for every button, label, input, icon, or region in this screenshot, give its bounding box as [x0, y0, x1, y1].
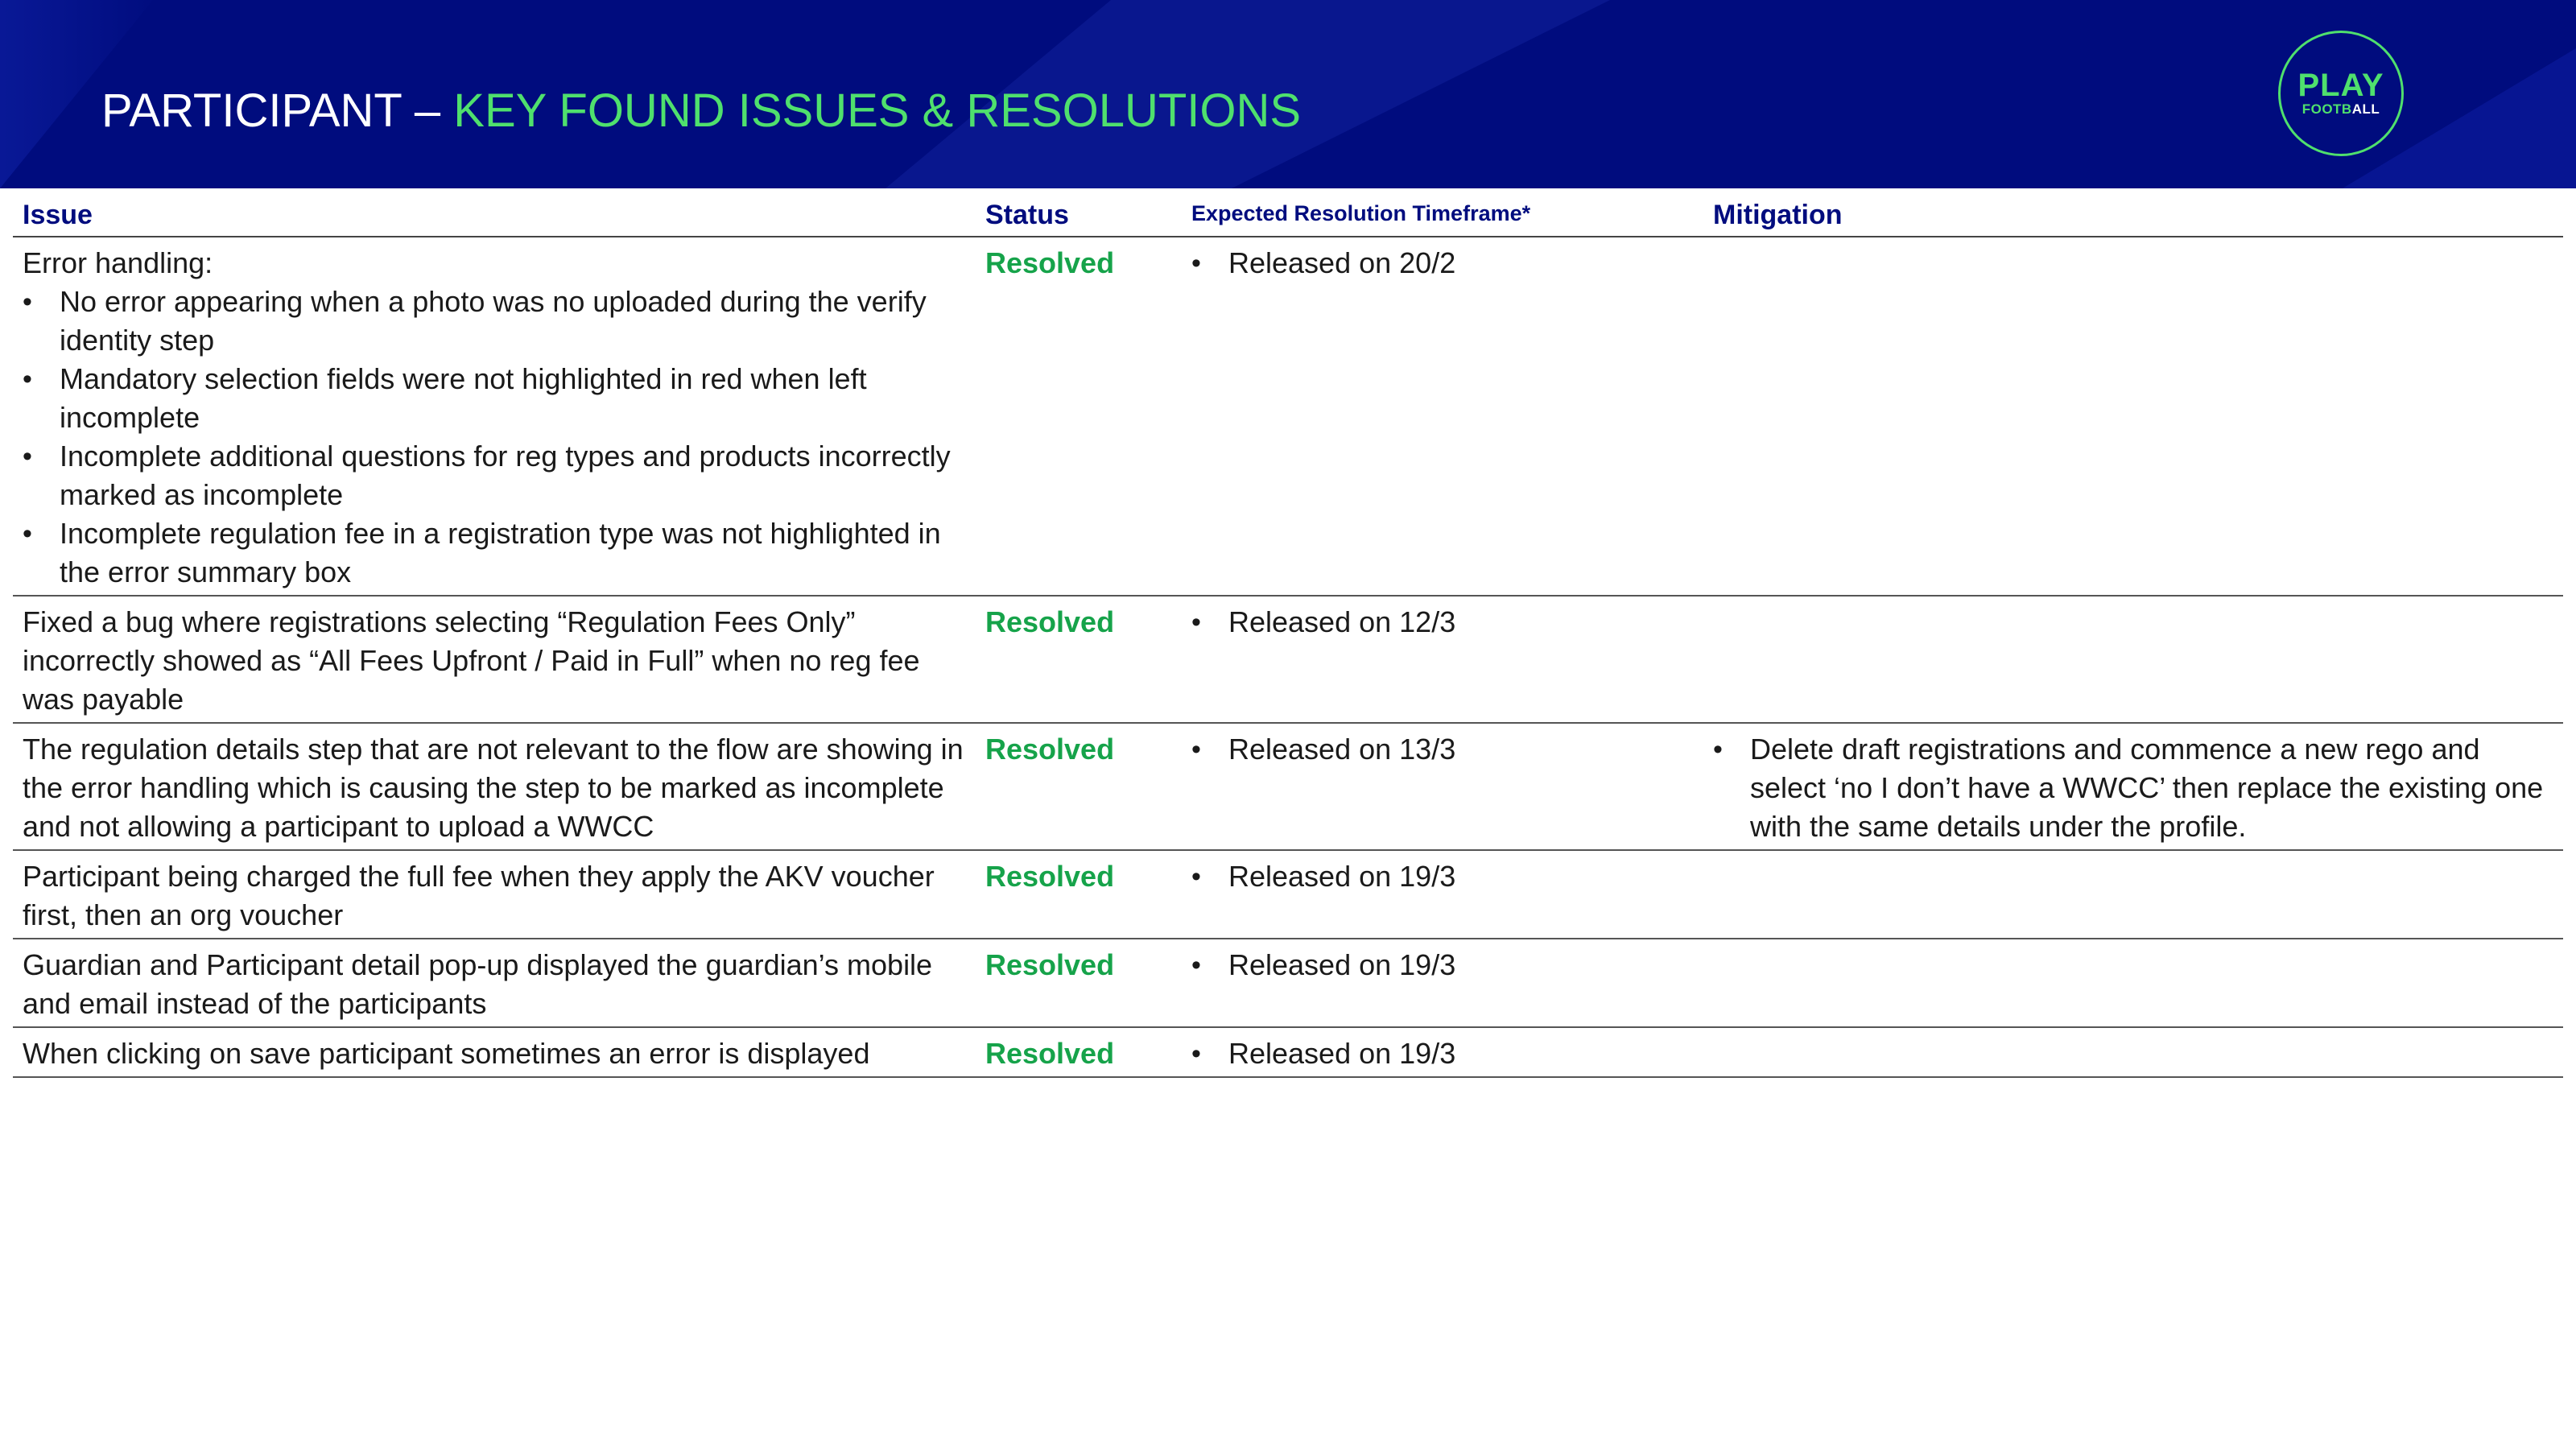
status-cell: Resolved: [976, 1027, 1182, 1077]
timeframe-bullet: • Released on 19/3: [1191, 857, 1694, 896]
issues-table: [13, 192, 2563, 1078]
timeframe-cell: [1182, 939, 1703, 1027]
logo-football-text: [2302, 101, 2380, 118]
issue-cell: When clicking on save participant sometimes an error is displayed: [13, 1027, 976, 1077]
title-accent: KEY FOUND ISSUES & RESOLUTIONS: [453, 85, 1302, 137]
column-header-status: Status: [976, 192, 1182, 237]
issue-cell: [13, 237, 976, 596]
mitigation-cell: [1703, 850, 2563, 939]
timeframe-cell: [1182, 723, 1703, 850]
timeframe-bullet: • Released on 13/3: [1191, 730, 1694, 769]
mitigation-cell: [1703, 939, 2563, 1027]
timeframe-cell: [1182, 596, 1703, 723]
table-row: [13, 939, 2563, 1027]
header-banner: [0, 0, 2576, 188]
issue-cell: Participant being charged the full fee when they apply the AKV voucher first, then an org voucher: [13, 850, 976, 939]
table-header-row: [13, 192, 2563, 237]
issue-cell: Guardian and Participant detail pop-up displayed the guardian’s mobile and email instead of the participants: [13, 939, 976, 1027]
table-row: [13, 1027, 2563, 1077]
timeframe-bullet: • Released on 12/3: [1191, 603, 1694, 642]
page-title: [101, 84, 1301, 138]
timeframe-bullet: • Released on 20/2: [1191, 244, 1694, 283]
timeframe-bullet: • Released on 19/3: [1191, 1034, 1694, 1073]
play-football-logo: [2278, 31, 2404, 156]
issue-bullet: • Incomplete regulation fee in a registration type was not highlighted in the error summary box: [23, 514, 966, 592]
status-cell: Resolved: [976, 237, 1182, 596]
logo-football-part-b: ALL: [2351, 101, 2380, 117]
status-cell: Resolved: [976, 723, 1182, 850]
column-header-issue: Issue: [13, 192, 976, 237]
column-header-mitigation: Mitigation: [1703, 192, 2563, 237]
table-row: [13, 850, 2563, 939]
issue-bullet: • Incomplete additional questions for reg types and products incorrectly marked as incomplete: [23, 437, 966, 514]
column-header-timeframe: Expected Resolution Timeframe*: [1182, 192, 1703, 237]
mitigation-cell: [1703, 723, 2563, 850]
issue-intro: Error handling:: [23, 246, 213, 279]
issue-cell: The regulation details step that are not relevant to the flow are showing in the error handling which is causing the step to be marked as incomplete and not allowing a participant to upload a WWCC: [13, 723, 976, 850]
table-row: [13, 596, 2563, 723]
mitigation-bullet: • Delete draft registrations and commence a new rego and select ‘no I don’t have a WWCC’ then replace the existing one with the same details under the profile.: [1713, 730, 2553, 846]
timeframe-cell: [1182, 237, 1703, 596]
timeframe-cell: [1182, 850, 1703, 939]
table-row: [13, 723, 2563, 850]
mitigation-cell: [1703, 596, 2563, 723]
mitigation-cell: [1703, 1027, 2563, 1077]
status-cell: Resolved: [976, 939, 1182, 1027]
title-prefix: PARTICIPANT –: [101, 85, 454, 137]
timeframe-bullet: • Released on 19/3: [1191, 946, 1694, 985]
logo-play-text: PLAY: [2297, 68, 2384, 103]
issue-bullet-list: [23, 283, 966, 592]
issue-bullet: • Mandatory selection fields were not highlighted in red when left incomplete: [23, 360, 966, 437]
issue-bullet: • No error appearing when a photo was no uploaded during the verify identity step: [23, 283, 966, 360]
status-cell: Resolved: [976, 596, 1182, 723]
table-row: [13, 237, 2563, 596]
issue-cell: Fixed a bug where registrations selecting “Regulation Fees Only” incorrectly showed as “All Fees Upfront / Paid in Full” when no reg fee was payable: [13, 596, 976, 723]
mitigation-cell: [1703, 237, 2563, 596]
status-cell: Resolved: [976, 850, 1182, 939]
logo-football-part-a: FOOTB: [2301, 101, 2352, 117]
timeframe-cell: [1182, 1027, 1703, 1077]
